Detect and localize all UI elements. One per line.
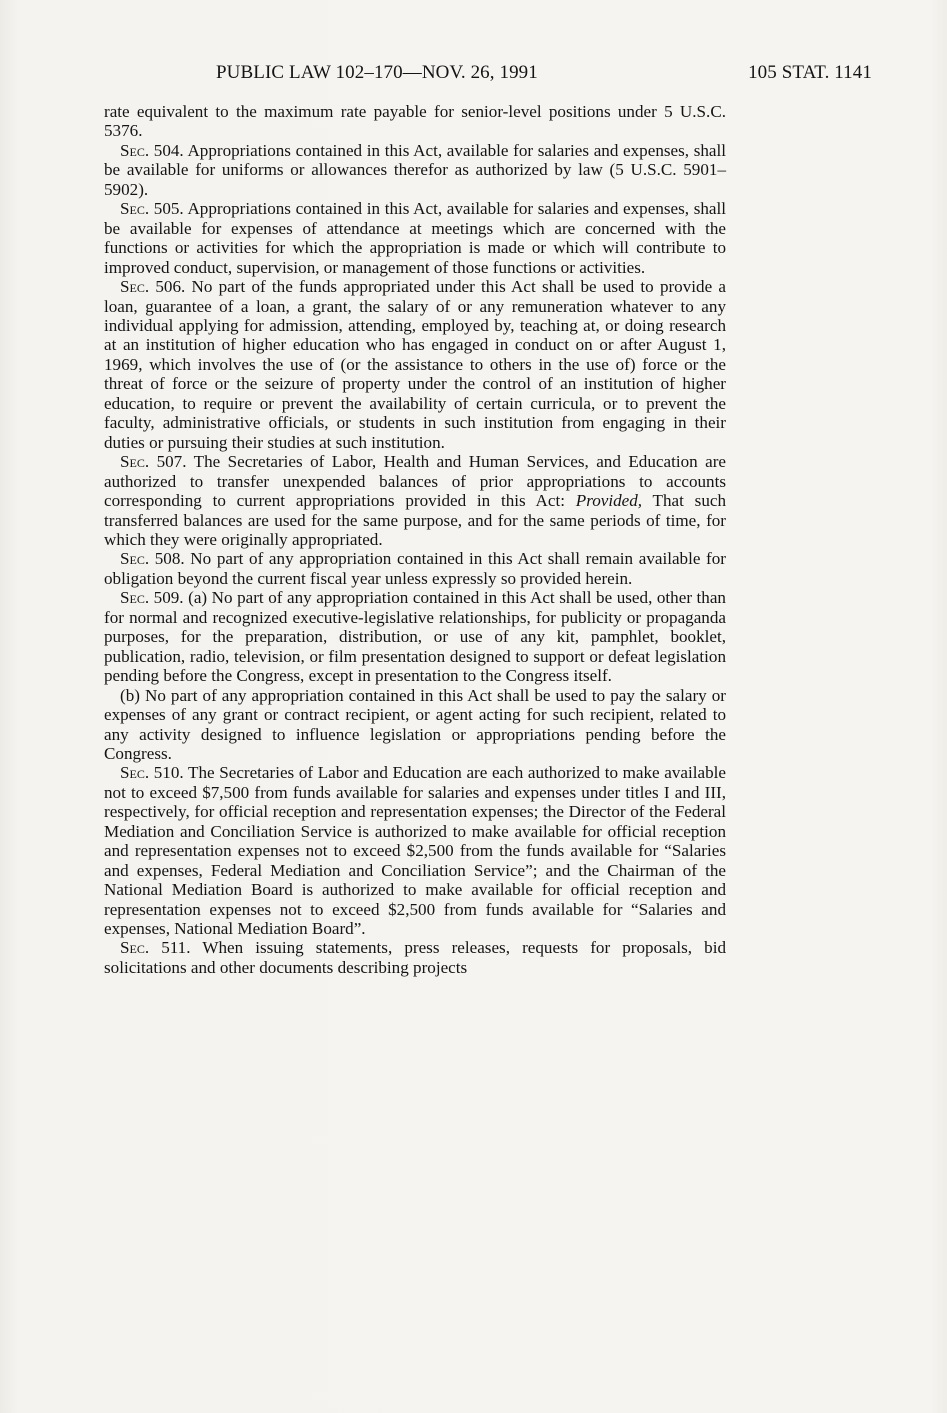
paragraph-text: No part of any appropriation contained in this Act shall remain available for obligation beyond the current fiscal year unless expressly so provided herein. [104,549,726,588]
section-label: Sec. 504. [120,140,184,160]
section-label: Sec. 510. [120,763,184,783]
paragraph-text: Appropriations contained in this Act, available for salaries and expenses, shall be available for uniforms or allowances therefor as authorized by law (5 U.S.C. 5901–5902). [104,140,726,199]
paragraph-text: No part of the funds appropriated under this Act shall be used to provide a loan, guarantee of a loan, a grant, the salary of or any remuneration whatever to any individual applying for admission, attending, employed by, teaching at, or doing research at an institution of higher education who has engaged in conduct on or after August 1, 1969, which involves the use of (or the assistance to others in the use of) force or the threat of force or the seizure of property under the control of an institution of higher education, to require or prevent the availability of certain curricula, or to prevent the faculty, administrative officials, or students in such institution from engaging in their duties or pursuing their studies at such institution. [104,277,726,452]
provided-italic: Provided, [575,491,643,511]
section-label: Sec. 507. [120,452,187,472]
section-505 [104,199,726,277]
paragraph-text: The Secretaries of Labor and Education are each authorized to make available not to exceed $7,500 from funds available for salaries and expenses under titles I and III, respectively, for official reception and representation expenses; the Director of the Federal Mediation and Conciliation Service is authorized to make available for official reception and representation expenses not to exceed $2,500 from the funds available for “Salaries and expenses, Federal Mediation and Conciliation Service”; and the Chairman of the National Mediation Board is authorized to make available for official reception and representation expenses not to exceed $2,500 from funds available for “Salaries and expenses, National Mediation Board”. [104,763,726,939]
section-label: Sec. 505. [120,199,184,219]
paragraph-text: The Secretaries of Labor, Health and Human Services, and Education are authorized to transfer unexpended balances of prior appropriations to accounts corresponding to current appropriations provided in this Act: [104,452,726,511]
section-504 [104,141,726,199]
section-label: Sec. 511. [120,938,191,958]
section-label: Sec. 508. [120,549,185,569]
section-label: Sec. 509. [120,588,184,608]
paragraph-text: (b) No part of any appropriation contained in this Act shall be used to pay the salary or expenses of any grant or contract recipient, or agent acting for such recipient, related to any activity designed to influence legislation or appropriations pending before the Congress. [104,685,726,763]
paragraph-text-continued: That such transferred balances are used for the same purpose, and for the same periods of time, for which they were originally appropriated. [104,491,727,549]
section-506 [104,277,726,452]
paragraph-text: When issuing statements, press releases, requests for proposals, bid solicitations and other documents describing projects [104,938,727,977]
section-label: Sec. 506. [120,277,186,297]
paragraph-text: rate equivalent to the maximum rate payable for senior-level positions under 5 U.S.C. 5376. [104,102,726,141]
section-510 [104,763,726,938]
paragraph-continuation [104,102,726,141]
header-title: PUBLIC LAW 102–170—NOV. 26, 1991 [216,62,538,83]
section-508 [104,549,726,588]
running-header [104,62,872,88]
section-507 [104,452,726,549]
section-509b [104,686,726,764]
section-511 [104,938,726,977]
header-stat-citation: 105 STAT. 1141 [748,62,872,83]
paragraph-text: Appropriations contained in this Act, available for salaries and expenses, shall be available for expenses of attendance at meetings which are concerned with the functions or activities for which the appropriation is made or which will contribute to improved conduct, supervision, or management of those functions or activities. [104,199,726,277]
section-509a [104,588,726,685]
body-text [104,102,726,977]
paragraph-text: (a) No part of any appropriation contained in this Act shall be used, other than for normal and recognized executive-legislative relationships, for publicity or propaganda purposes, for the preparation, distribution, or use of any kit, pamphlet, booklet, publication, radio, television, or film presentation designed to support or defeat legislation pending before the Congress, except in presentation to the Congress itself. [104,588,726,686]
